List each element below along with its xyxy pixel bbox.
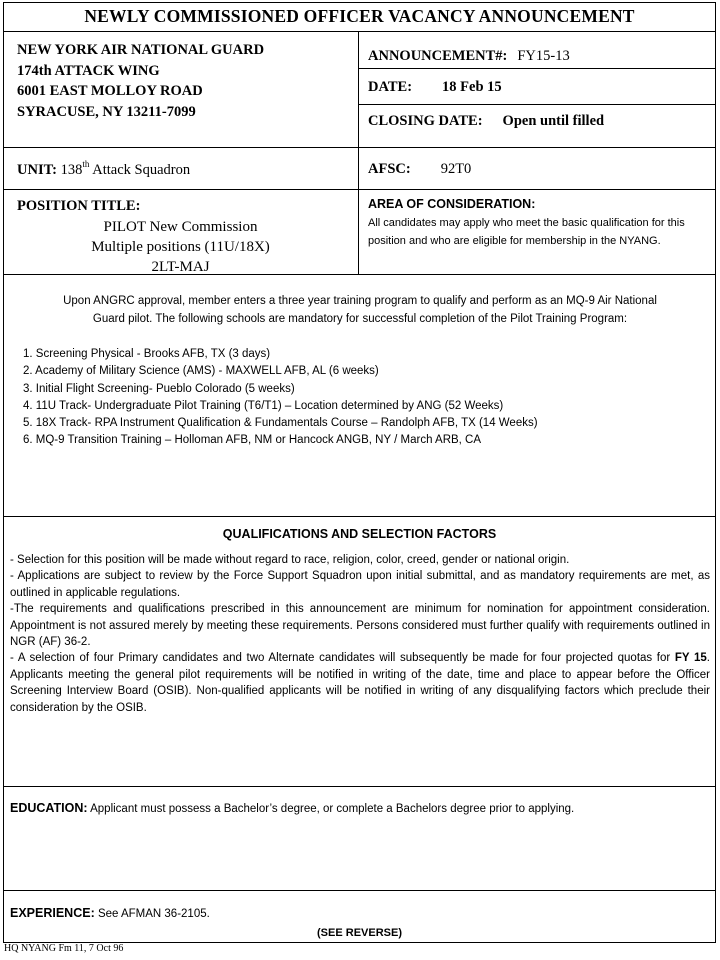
form-title: NEWLY COMMISSIONED OFFICER VACANCY ANNOUNCEMENT	[84, 6, 635, 26]
announcement-label: ANNOUNCEMENT#:	[368, 48, 508, 64]
school-item: 2. Academy of Military Science (AMS) - MAXWELL AFB, AL (6 weeks)	[23, 365, 379, 378]
school-item: 5. 18X Track- RPA Instrument Qualification & Fundamentals Course – Randolph AFB, TX (14 Weeks)	[23, 417, 538, 430]
divider-education	[3, 890, 716, 891]
selection-text: - A selection of four Primary candidates and two Alternate candidates will subsequently be made for four projected quotas for	[10, 652, 675, 665]
intro-line: Guard pilot. The following schools are mandatory for successful completion of the Pilot Training Program:	[92, 312, 628, 325]
qualification-paragraph: - Selection for this position will be made without regard to race, religion, color, creed, gender or national origin.	[10, 554, 570, 566]
see-reverse-note: (SEE REVERSE)	[317, 927, 402, 939]
area-text: All candidates may apply who meet the basic qualification for this position and who are eligible for membership in the NYANG.	[368, 217, 685, 247]
training-intro	[10, 293, 710, 328]
afsc-field	[368, 160, 471, 178]
qualifications-body	[10, 552, 710, 716]
position-line: 2LT-MAJ	[151, 259, 210, 275]
selection-text-continued: . Applicants meeting the general pilot requirements will be notified in writing of the date, time and place to appear before the Officer Screening Interview Board (OSIB). Non-qualified applicants will be notified in writing of any disqualifying factors which preclude their consideration by the OSIB.	[10, 652, 710, 714]
experience-text: See AFMAN 36-2105.	[94, 908, 210, 920]
qualification-paragraph	[10, 650, 710, 716]
afsc-label: AFSC:	[368, 161, 411, 177]
divider-announcement	[358, 68, 716, 69]
schools-list	[23, 346, 538, 450]
address-line: 174th ATTACK WING	[17, 62, 160, 79]
position-title-label: POSITION TITLE:	[17, 198, 141, 214]
date-label: DATE:	[368, 79, 413, 95]
experience-label: EXPERIENCE:	[10, 906, 95, 920]
divider-date	[358, 104, 716, 105]
date-value: 18 Feb 15	[442, 79, 502, 95]
address-line: SYRACUSE, NY 13211-7099	[17, 103, 196, 120]
divider-qualifications	[3, 786, 716, 787]
announcement-number: FY15-13	[517, 48, 570, 64]
unit-label: UNIT:	[17, 161, 58, 178]
divider-address	[3, 147, 716, 148]
school-item: 4. 11U Track- Undergraduate Pilot Training (T6/T1) – Location determined by ANG (52 Weeks)	[23, 399, 504, 412]
unit-address	[17, 40, 264, 122]
experience-field	[10, 906, 210, 920]
form-identifier: HQ NYANG Fm 11, 7 Oct 96	[4, 943, 124, 954]
fiscal-year-emphasis: FY 15	[674, 652, 707, 665]
address-line: 6001 EAST MOLLOY ROAD	[17, 83, 203, 99]
divider-unit	[3, 189, 716, 190]
unit-ordinal: th	[82, 159, 90, 169]
closing-date-field	[368, 112, 604, 130]
date-field	[368, 78, 502, 96]
school-item: 6. MQ-9 Transition Training – Holloman AFB, NM or Hancock ANGB, NY / March ARB, CA	[23, 434, 482, 447]
unit-name: Attack Squadron	[89, 161, 191, 178]
closing-date-label: CLOSING DATE:	[368, 113, 483, 129]
address-line: NEW YORK AIR NATIONAL GUARD	[17, 42, 265, 58]
area-heading: AREA OF CONSIDERATION:	[368, 197, 536, 211]
unit-field	[17, 160, 190, 179]
school-item: 1. Screening Physical - Brooks AFB, TX (3 days)	[23, 348, 271, 360]
position-line: PILOT New Commission	[103, 219, 258, 235]
position-title-lines	[3, 217, 358, 277]
position-line: Multiple positions (11U/18X)	[91, 239, 270, 255]
education-text: Applicant must possess a Bachelor’s degree, or complete a Bachelors degree prior to applying.	[87, 803, 575, 815]
qualification-paragraph: - Applications are subject to review by the Force Support Squadron upon initial submittal, and as mandatory requirements are met, as outlined in applicable regulations.	[10, 570, 710, 599]
qualifications-heading: QUALIFICATIONS AND SELECTION FACTORS	[222, 527, 497, 541]
announcement-field	[368, 47, 570, 65]
education-field	[10, 801, 574, 815]
divider-title	[3, 31, 716, 32]
divider-training	[3, 516, 716, 517]
education-label: EDUCATION:	[10, 801, 88, 815]
school-item: 3. Initial Flight Screening- Pueblo Colorado (5 weeks)	[23, 382, 295, 395]
intro-line: Upon ANGRC approval, member enters a three year training program to qualify and perform as an MQ-9 Air National	[63, 295, 657, 307]
unit-number: 138	[60, 161, 83, 178]
qualification-paragraph: -The requirements and qualifications prescribed in this announcement are minimum for nomination for appointment consideration. Appointment is not assured merely by meeting these requirements. Persons considered must further qualify with requirements outlined in NGR (AF) 36-2.	[10, 603, 710, 649]
afsc-value: 92T0	[440, 161, 472, 177]
closing-date-value: Open until filled	[502, 113, 605, 129]
